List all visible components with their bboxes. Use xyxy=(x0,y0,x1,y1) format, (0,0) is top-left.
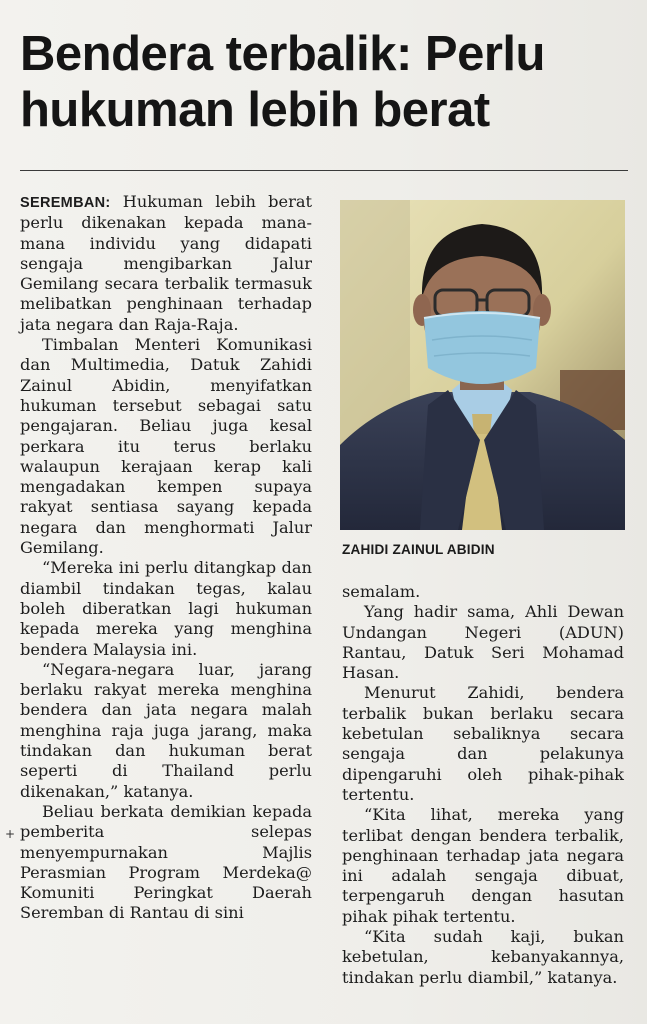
portrait-photo-icon xyxy=(340,200,625,530)
photo-caption: ZAHIDI ZAINUL ABIDIN xyxy=(342,542,495,557)
article-paragraph-1 xyxy=(20,192,312,335)
paragraph-1-text: Hukuman lebih berat perlu dikenakan kepada mana-mana individu yang didapati sengaja mengibarkan Jalur Gemilang secara terbalik termasuk melibatkan penghinaan terhadap jata negara dan Raja-Raja. xyxy=(20,192,312,334)
article-column-right xyxy=(342,582,624,988)
article-paragraph-5: Beliau berkata demikian kepada pemberita selepas menyempurnakan Majlis Perasmian Program Merdeka@ Komuniti Peringkat Daerah Seremban di Rantau di sini xyxy=(20,801,312,923)
portrait-illustration xyxy=(340,200,625,530)
article-paragraph-3: “Mereka ini perlu ditangkap dan diambil tindakan tegas, kalau boleh diberatkan lagi hukuman kepada mereka yang menghina bendera Malaysia ini. xyxy=(20,558,312,659)
dateline: SEREMBAN: xyxy=(20,195,111,211)
headline-divider xyxy=(20,170,628,171)
margin-mark: + xyxy=(5,827,16,841)
article-paragraph-9: “Kita lihat, mereka yang terlibat dengan bendera terbalik, penghinaan terhadap jata negara ini adalah sengaja dibuat, terpengaruh dengan hasutan pihak pihak tertentu. xyxy=(342,805,624,926)
article-column-left xyxy=(20,192,312,924)
article-paragraph-7: Yang hadir sama, Ahli Dewan Undangan Negeri (ADUN) Rantau, Datuk Seri Mohamad Hasan. xyxy=(342,602,624,683)
article-paragraph-6: semalam. xyxy=(342,582,421,601)
article-headline: Bendera terbalik: Perlu hukuman lebih berat xyxy=(20,27,545,137)
article-paragraph-10: “Kita sudah kaji, bukan kebetulan, kebanyakannya, tindakan perlu diambil,” katanya. xyxy=(342,927,624,987)
article-paragraph-2: Timbalan Menteri Komunikasi dan Multimedia, Datuk Zahidi Zainul Abidin, menyifatkan hukuman tersebut sebagai satu pengajaran. Beliau juga kesal perkara itu terus berlaku walaupun kerajaan kerap kali mengadakan kempen supaya rakyat sentiasa sayang kepada negara dan menghormati Jalur Gemilang. xyxy=(20,335,312,558)
article-paragraph-8: Menurut Zahidi, bendera terbalik bukan berlaku secara kebetulan sebaliknya secara sengaja dan pelakunya dipengaruhi oleh pihak-pihak tertentu. xyxy=(342,683,624,804)
article-paragraph-4: “Negara-negara luar, jarang berlaku rakyat mereka menghina bendera dan jata negara malah menghina raja juga jarang, maka tindakan dan hukuman berat seperti di Thailand perlu dikenakan,” katanya. xyxy=(20,659,312,801)
